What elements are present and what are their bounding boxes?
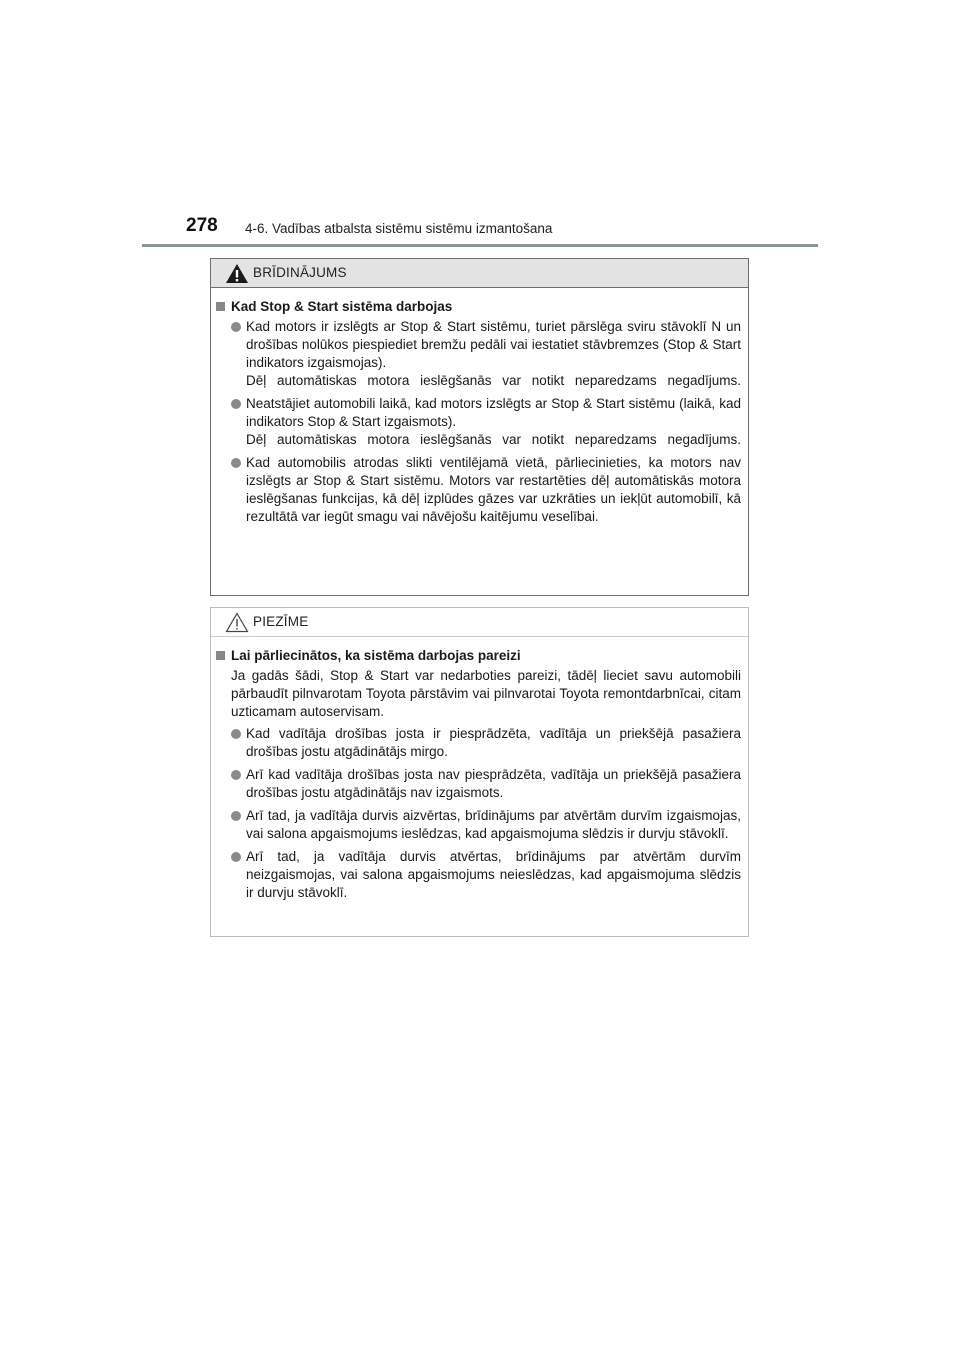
note-box-title: PIEZĪME (253, 614, 309, 629)
list-item (216, 454, 741, 526)
warning-box-header (211, 259, 748, 288)
header-divider (142, 244, 818, 247)
note-box (210, 607, 749, 937)
warning-box-body (211, 288, 748, 526)
list-item-text: Dēļ automātiskas motora ieslēgšanās var notikt neparedzams negadījums. (246, 373, 741, 388)
caution-triangle-outline-icon (225, 612, 249, 633)
page-header (0, 0, 960, 250)
list-item-text: Kad motors ir izslēgts ar Stop & Start sistēmu, turiet pārslēga sviru stāvoklī N un drošības nolūkos piespiediet bremžu pedāli vai iestatiet stāvbremzes (Stop & Start indikators izgaismojas). (246, 319, 741, 370)
note-box-body (211, 637, 748, 902)
note-section-title: Lai pārliecinātos, ka sistēma darbojas pareizi (216, 647, 741, 665)
circle-bullet-icon (231, 852, 241, 862)
warning-box (210, 258, 749, 596)
note-box-header (211, 608, 748, 637)
circle-bullet-icon (231, 811, 241, 821)
list-item-text: Neatstājiet automobili laikā, kad motors izslēgts ar Stop & Start sistēmu (laikā, kad indikators Stop & Start izgaismots). (246, 396, 741, 429)
circle-bullet-icon (231, 322, 241, 332)
list-item (216, 318, 741, 390)
note-intro: Ja gadās šādi, Stop & Start var nedarboties pareizi, tādēļ lieciet savu automobili pārbaudīt pilnvarotam Toyota pārstāvim vai pilnvarotai Toyota remontdarbnīcai, citam uzticamam autoservisam. (231, 668, 741, 719)
square-bullet-icon (216, 302, 225, 311)
circle-bullet-icon (231, 729, 241, 739)
list-item (216, 848, 741, 902)
list-item-text: Arī tad, ja vadītāja durvis atvērtas, brīdinājums par atvērtām durvīm neizgaismojas, vai salona apgaismojums neieslēdzas, kad apgaismojuma slēdzis ir durvju stāvoklī. (246, 849, 741, 900)
chapter-title: 4-6. Vadības atbalsta sistēmu sistēmu izmantošana (245, 221, 553, 236)
circle-bullet-icon (231, 399, 241, 409)
list-item (216, 395, 741, 449)
list-item (216, 766, 741, 802)
list-item (216, 807, 741, 843)
warning-box-title: BRĪDINĀJUMS (253, 265, 347, 280)
list-item-text: Kad vadītāja drošības josta ir piesprādzēta, vadītāja un priekšējā pasažiera drošības jostu atgādinātājs mirgo. (246, 726, 741, 759)
list-item-text: Dēļ automātiskas motora ieslēgšanās var notikt neparedzams negadījums. (246, 432, 741, 447)
circle-bullet-icon (231, 770, 241, 780)
warning-triangle-icon (225, 263, 249, 284)
list-item (216, 725, 741, 761)
list-item-text: Kad automobilis atrodas slikti ventilējamā vietā, pārliecinieties, ka motors nav izslēgts ar Stop & Start sistēmu. Motors var restartēties dēļ automātiskās motora ieslēgšanas funkcijas, kā dēļ izplūdes gāzes var uzkrāties un iekļūt automobilī, kā rezultātā var iegūt smagu vai nāvējošu kaitējumu veselībai. (246, 455, 741, 524)
list-item-text: Arī tad, ja vadītāja durvis aizvērtas, brīdinājums par atvērtām durvīm izgaismojas, vai salona apgaismojums ieslēdzas, kad apgaismojuma slēdzis ir durvju stāvoklī. (246, 808, 741, 841)
square-bullet-icon (216, 651, 225, 660)
warning-section-title: Kad Stop & Start sistēma darbojas (216, 298, 741, 316)
circle-bullet-icon (231, 458, 241, 468)
list-item-text: Arī kad vadītāja drošības josta nav piesprādzēta, vadītāja un priekšējā pasažiera drošības jostu atgādinātājs nav izgaismots. (246, 767, 741, 800)
page-number: 278 (186, 215, 218, 236)
